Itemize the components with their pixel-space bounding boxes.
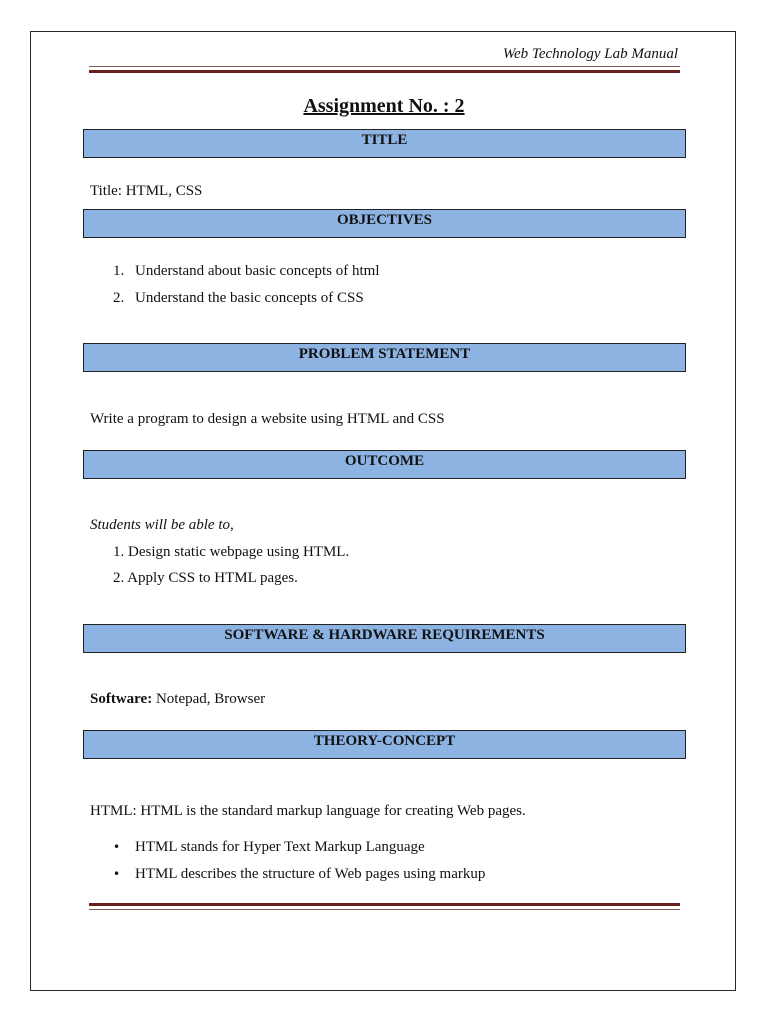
objective-text: Understand about basic concepts of html (135, 263, 380, 279)
outcome-intro: Students will be able to, (90, 517, 234, 533)
software-label: Software: (90, 691, 153, 707)
theory-bullet-text: HTML describes the structure of Web pages using markup (135, 866, 486, 882)
problem-text: Write a program to design a website using HTML and CSS (90, 411, 445, 427)
section-heading-title: TITLE (83, 129, 686, 158)
software-line (90, 690, 265, 708)
software-value: Notepad, Browser (152, 691, 266, 707)
bullet-icon: • (113, 867, 121, 881)
theory-bullet (113, 838, 425, 856)
section-heading-outcome: OUTCOME (83, 450, 686, 479)
bullet-icon: • (113, 840, 121, 854)
objective-text: Understand the basic concepts of CSS (135, 290, 364, 306)
footer-rule-thick (89, 903, 680, 906)
header-rule-thin (89, 66, 680, 67)
theory-text: HTML: HTML is the standard markup language for creating Web pages. (90, 803, 526, 819)
footer-rule-thin (89, 909, 680, 910)
title-text: Title: HTML, CSS (90, 183, 203, 199)
theory-bullet (113, 865, 485, 883)
outcome-item: 1. Design static webpage using HTML. (113, 544, 350, 560)
header-rule-thick (89, 70, 680, 73)
assignment-title: Assignment No. : 2 (303, 95, 465, 117)
section-heading-requirements: SOFTWARE & HARDWARE REQUIREMENTS (83, 624, 686, 653)
section-heading-theory: THEORY-CONCEPT (83, 730, 686, 759)
outcome-item: 2. Apply CSS to HTML pages. (113, 570, 298, 586)
objective-number: 2. (113, 290, 125, 306)
objective-number: 1. (113, 263, 125, 279)
section-heading-problem-statement: PROBLEM STATEMENT (83, 343, 686, 372)
objective-item (113, 262, 380, 280)
objective-item (113, 289, 364, 307)
theory-bullet-text: HTML stands for Hyper Text Markup Language (135, 839, 425, 855)
running-header: Web Technology Lab Manual (502, 46, 678, 62)
section-heading-objectives: OBJECTIVES (83, 209, 686, 238)
